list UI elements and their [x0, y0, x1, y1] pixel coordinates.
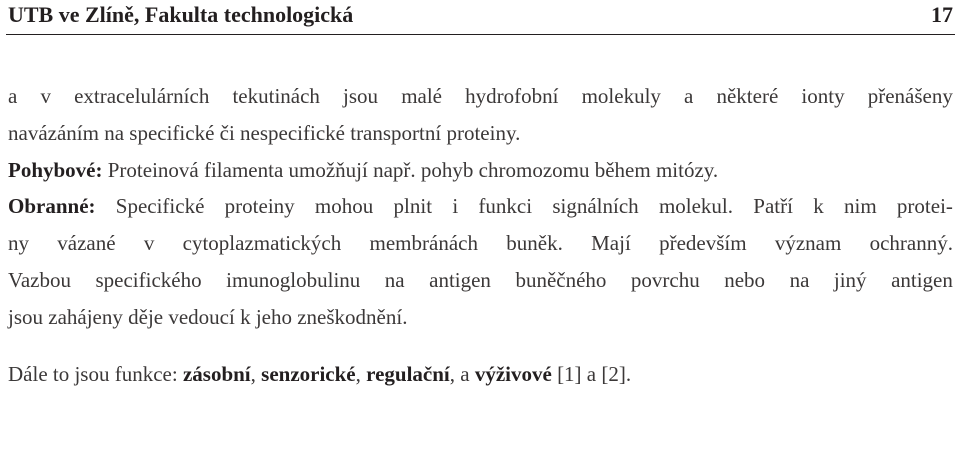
- page-number: 17: [931, 2, 953, 27]
- word: nim: [843, 194, 877, 219]
- word: význam: [774, 231, 842, 256]
- word: buněčného: [515, 267, 607, 292]
- word: na: [384, 267, 405, 292]
- word: některé: [716, 84, 779, 108]
- word: signálních: [552, 194, 639, 219]
- word: ny: [8, 231, 29, 256]
- document-body: [8, 78, 953, 392]
- function-nutritional: výživové: [474, 361, 552, 386]
- citation-suffix: [1] a [2].: [551, 361, 632, 386]
- function-storage: zásobní: [182, 361, 251, 386]
- header-title: UTB ve Zlíně, Fakulta technologická: [8, 2, 354, 27]
- page-header: [8, 0, 953, 30]
- motion-label: Pohybové:: [8, 157, 103, 182]
- word: proteiny: [224, 194, 295, 219]
- word: Specifické: [115, 194, 205, 219]
- word: v: [143, 231, 155, 256]
- word: přenášeny: [867, 84, 953, 108]
- motion-text: Proteinová filamenta umožňují např. pohyb chromozomu během mitózy.: [102, 157, 719, 182]
- word: povrchu: [630, 267, 700, 292]
- word: k: [813, 194, 824, 219]
- p4-line: [8, 356, 953, 393]
- word: vázané: [57, 231, 116, 256]
- word: molekul.: [658, 194, 734, 219]
- word: mohou: [314, 194, 374, 219]
- p3-line4: jsou zahájeny děje vedoucí k jeho zneškodnění.: [8, 304, 408, 329]
- word: plnit: [393, 194, 433, 219]
- word: Mají: [591, 231, 631, 256]
- functions-prefix: Dále to jsou funkce:: [8, 361, 183, 386]
- word: imunoglobulinu: [226, 267, 361, 292]
- function-regulatory: regulační: [366, 361, 450, 386]
- word: v: [40, 84, 51, 108]
- word: na: [789, 267, 810, 292]
- separator: ,: [250, 361, 262, 386]
- word: i: [452, 194, 459, 219]
- word: extracelulárních: [74, 84, 210, 108]
- p1-line2: navázáním na specifické či nespecifické transportní proteiny.: [8, 120, 521, 145]
- word: jiný: [833, 267, 867, 292]
- defense-label: Obranné:: [8, 194, 96, 219]
- p1-line1: [8, 78, 953, 115]
- word: molekuly: [581, 84, 661, 108]
- separator: ,: [355, 361, 367, 386]
- p3-line1: [8, 188, 953, 225]
- word: jsou: [343, 84, 379, 108]
- word: funkci: [478, 194, 533, 219]
- p3-line2: [8, 225, 953, 262]
- word: buněk.: [506, 231, 563, 256]
- word: a: [684, 84, 694, 108]
- word: a: [8, 84, 18, 108]
- word: Patří: [753, 194, 793, 219]
- word: specifického: [95, 267, 202, 292]
- word: ochranný.: [869, 231, 953, 256]
- p3-line3: [8, 262, 953, 299]
- word: především: [659, 231, 747, 256]
- p2-line: [8, 152, 953, 189]
- word: Vazbou: [8, 267, 71, 292]
- word: antigen: [891, 267, 953, 292]
- word: ionty: [801, 84, 845, 108]
- separator: , a: [449, 361, 475, 386]
- function-sensory: senzorické: [261, 361, 356, 386]
- word: malé: [401, 84, 442, 108]
- word: nebo: [724, 267, 766, 292]
- word: antigen: [429, 267, 491, 292]
- word: protei-: [896, 194, 953, 219]
- word: membránách: [369, 231, 478, 256]
- paragraph-gap: [8, 336, 953, 356]
- header-rule: [6, 34, 955, 35]
- word: hydrofobní: [465, 84, 559, 108]
- word: cytoplazmatických: [182, 231, 342, 256]
- word: tekutinách: [232, 84, 320, 108]
